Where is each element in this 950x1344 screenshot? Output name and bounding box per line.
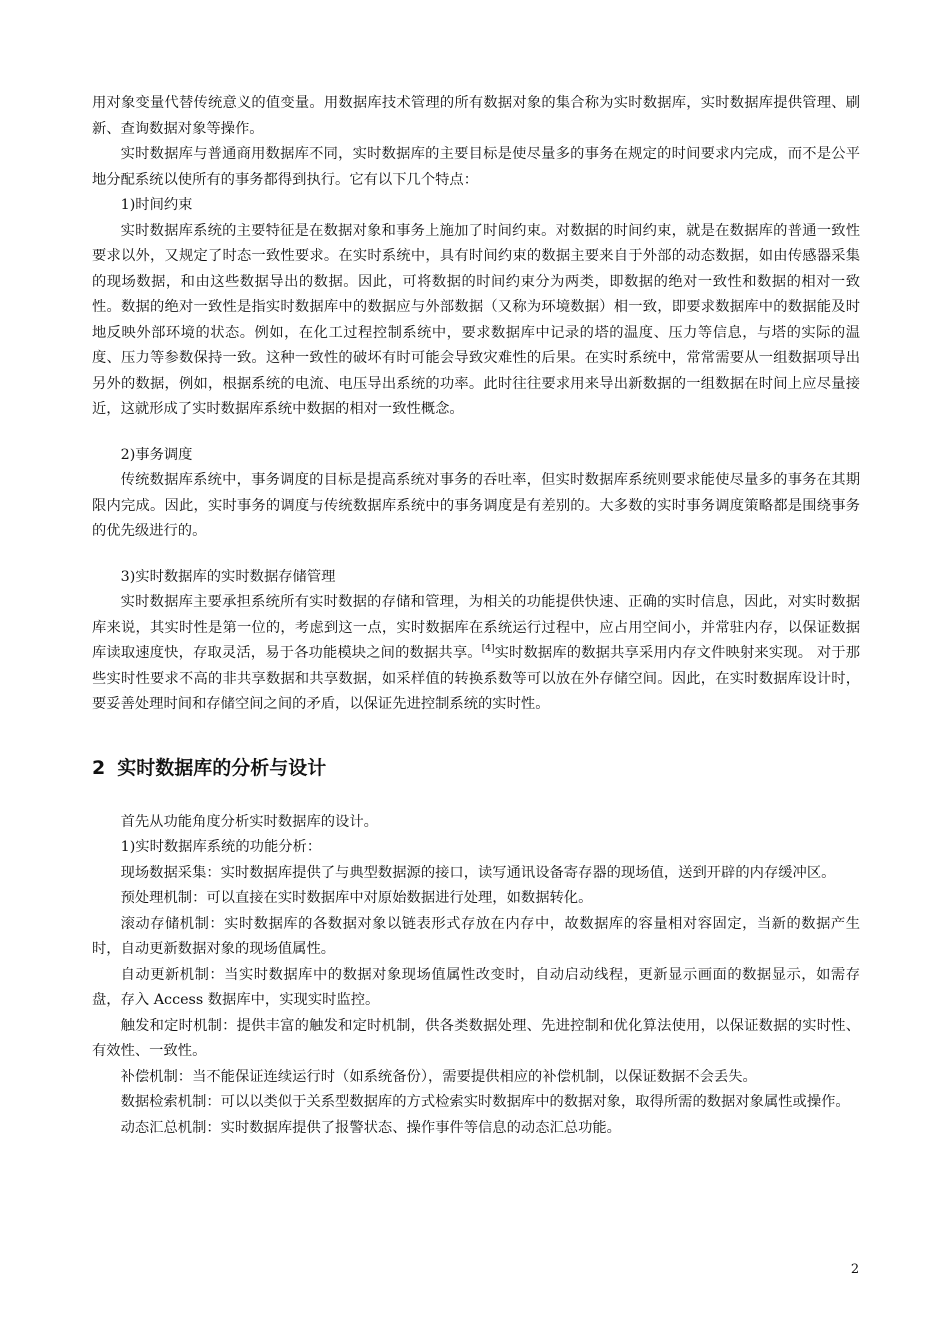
section-2-heading: [92, 754, 860, 810]
function-item-trigger-timer: 触发和定时机制：提供丰富的触发和定时机制，供各类数据处理、先进控制和优化算法使用，以保证数据的实时性、有效性、一致性。: [92, 1017, 860, 1059]
document-page: [92, 91, 860, 1141]
function-item-rolling-storage: 滚动存储机制：实时数据库的各数据对象以链表形式存放在内存中，故数据库的容量相对容固定，当新的数据产生时，自动更新数据对象的现场值属性。: [92, 915, 860, 957]
intro-paragraph-1: 用对象变量代替传统意义的值变量。用数据库技术管理的所有数据对象的集合称为实时数据库，实时数据库提供管理、刷新、查询数据对象等操作。: [92, 95, 860, 137]
function-item-compensation: 补偿机制：当不能保证连续运行时（如系统备份），需要提供相应的补偿机制，以保证数据不会丢失。: [120, 1068, 757, 1085]
spacer: [92, 718, 860, 754]
feature-2-heading: 2)事务调度: [120, 446, 193, 463]
function-item-preprocessing: 预处理机制：可以直接在实时数据库中对原始数据进行处理，如数据转化。: [120, 890, 593, 906]
function-item-data-retrieval: 数据检索机制：可以以类似于关系型数据库的方式检索实时数据库中的数据对象，取得所需的数据对象属性或操作。: [120, 1094, 850, 1110]
feature-1-heading: 1)时间约束: [120, 197, 193, 213]
function-item-data-collection: 现场数据采集：实时数据库提供了与典型数据源的接口，读写通讯设备寄存器的现场值，送到开辟的内存缓冲区。: [120, 864, 836, 881]
feature-3-body-part-2: 实时数据库的数据共享采用内存文件映射来实现。 对于那些实时性要求不高的非共享数据和共享数据，如采样值的转换系数等可以放在外存储空间。因此，在实时数据库设计时，要妥善处理时间和存储空间之间的矛盾，以保证先进控制系统的实时性。: [92, 645, 860, 712]
section-2-lead: 首先从功能角度分析实时数据库的设计。: [120, 813, 378, 830]
feature-3-body: [92, 590, 860, 718]
function-item-dynamic-summary: 动态汇总机制：实时数据库提供了报警状态、操作事件等信息的动态汇总功能。: [120, 1119, 621, 1136]
section-2-subheading: 1)实时数据库系统的功能分析：: [120, 839, 322, 855]
intro-paragraph-2: 实时数据库与普通商用数据库不同，实时数据库的主要目标是使尽量多的事务在规定的时间要求内完成，而不是公平地分配系统以使所有的事务都得到执行。它有以下几个特点：: [92, 146, 860, 188]
feature-1-body: 实时数据库系统的主要特征是在数据对象和事务上施加了时间约束。对数据的时间约束，就是在数据库的普通一致性要求以外，又规定了时态一致性要求。在实时系统中，具有时间约束的数据主要来自于外部的动态数据，如由传感器采集的现场数据，和由这些数据导出的数据。因此，可将数据的时间约束分为两类，即数据的绝对一致性和数据的相对一致性。数据的绝对一致性是指实时数据库中的数据应与外部数据（又称为环境数据）相一致，即要求数据库中的数据能及时地反映外部环境的状态。例如，在化工过程控制系统中，要求数据库中记录的塔的温度、压力等信息，与塔的实际的温度、压力等参数保持一致。这种一致性的破坏有时可能会导致灾难性的后果。在实时系统中，常常需要从一组数据项导出另外的数据，例如，根据系统的电流、电压导出系统的功率。此时往往要求用来导出新数据的一组数据在时间上应尽量接近，这就形成了实时数据库系统中数据的相对一致性概念。: [92, 222, 860, 417]
citation-ref: [4]: [481, 644, 495, 655]
section-number: 2: [92, 756, 106, 779]
section-title: 实时数据库的分析与设计: [117, 756, 327, 779]
feature-2-body: 传统数据库系统中，事务调度的目标是提高系统对事务的吞吐率，但实时数据库系统则要求能使尽量多的事务在其期限内完成。因此，实时事务的调度与传统数据库系统中的事务调度是有差别的。大多数的实时事务调度策略都是围绕事务的优先级进行的。: [92, 472, 860, 539]
function-item-auto-update: 自动更新机制：当实时数据库中的数据对象现场值属性改变时，自动启动线程，更新显示画面的数据显示，如需存盘，存入 Access 数据库中，实现实时监控。: [92, 966, 860, 1008]
page-number: 2: [850, 1262, 860, 1277]
feature-3-heading: 3)实时数据库的实时数据存储管理: [120, 568, 336, 585]
spacer: [92, 545, 860, 565]
feature-3-body-part-1: 实时数据库主要承担系统所有实时数据的存储和管理，为相关的功能提供快速、正确的实时信息，因此，对实时数据库来说，其实时性是第一位的，考虑到这一点，实时数据库在系统运行过程中，应占用空间小，并常驻内存，以保证数据库读取速度快，存取灵活，易于各功能模块之间的数据共享。: [92, 594, 860, 661]
spacer: [92, 423, 860, 443]
